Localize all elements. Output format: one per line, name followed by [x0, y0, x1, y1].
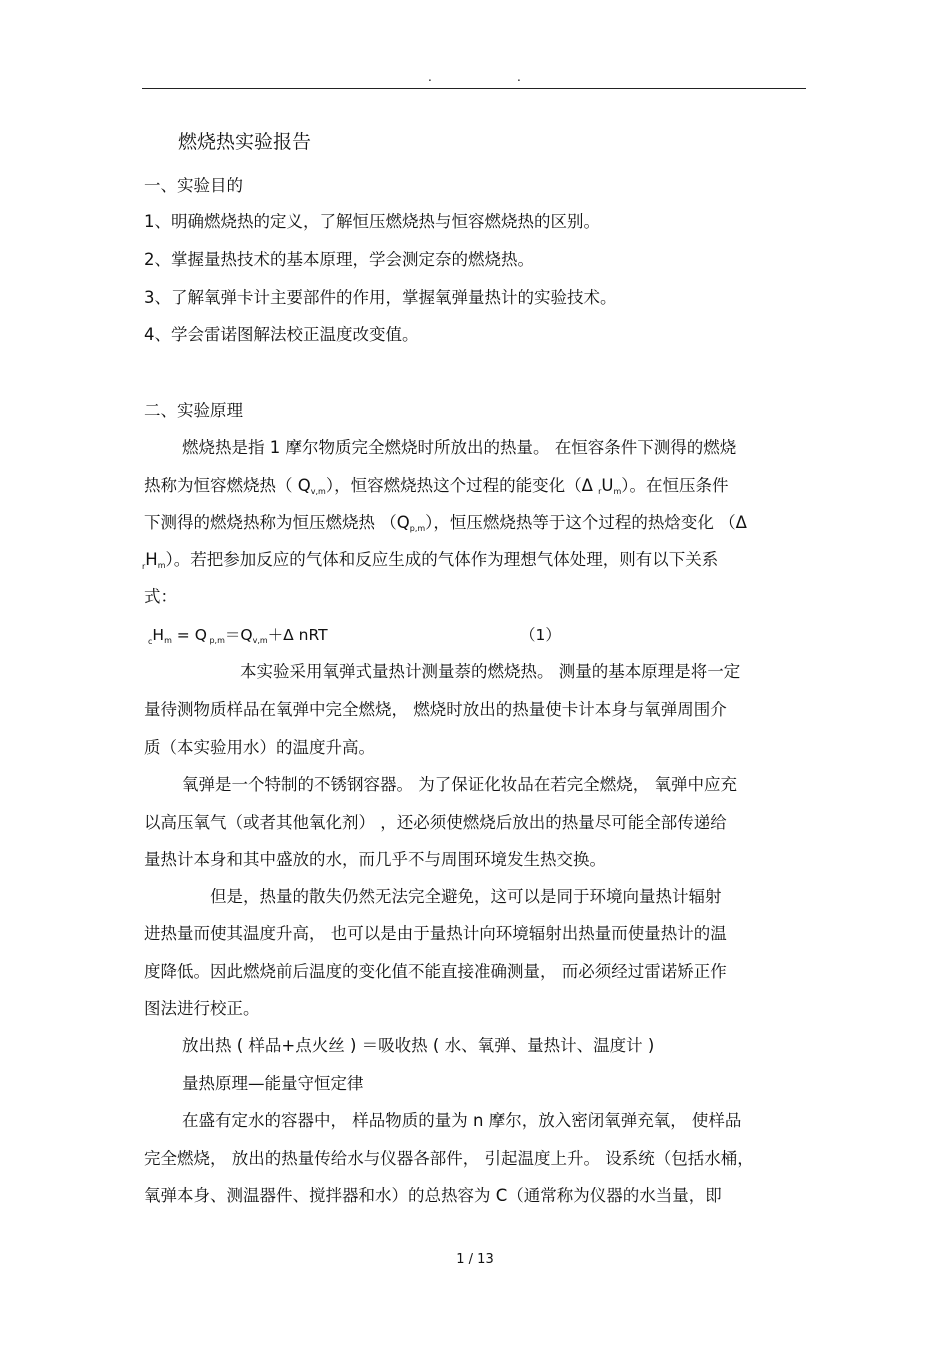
- section2-heading: 二、实验原理: [144, 401, 243, 420]
- section1-heading: 一、实验目的: [144, 176, 243, 195]
- paragraph-line: 质（本实验用水）的温度升高。: [144, 738, 375, 757]
- paragraph-line: 进热量而使其温度升高， 也可以是由于量热计向环境辐射出热量而使量热计的温: [144, 924, 727, 943]
- paragraph-line: 完全燃烧， 放出的热量传给水与仪器各部件， 引起温度上升。 设系统（包括水桶，: [144, 1149, 754, 1168]
- paragraph-line: 但是，热量的散失仍然无法完全避免，这可以是同于环境向量热计辐射: [210, 887, 722, 906]
- paragraph-line: 图法进行校正。: [144, 999, 260, 1018]
- paragraph-line: 燃烧热是指 1 摩尔物质完全燃烧时所放出的热量。 在恒容条件下测得的燃烧: [182, 438, 737, 457]
- equation-1: $_c$Hm = Q p,m＝Qv,m＋Δ nRT: [148, 626, 328, 646]
- paragraph-line: 量热计本身和其中盛放的水，而几乎不与周围环境发生热交换。: [144, 850, 606, 869]
- paragraph-line: $_r$Hm）。若把参加反应的气体和反应生成的气体作为理想气体处理，则有以下关系: [142, 550, 719, 571]
- paragraph-line: 本实验采用氧弹式量热计测量萘的燃烧热。 测量的基本原理是将一定: [240, 662, 741, 681]
- paragraph-line: 氧弹是一个特制的不锈钢容器。 为了保证化妆品在若完全燃烧， 氧弹中应充: [182, 775, 737, 794]
- paragraph-line: 下测得的燃烧热称为恒压燃烧热 （Qp,m），恒压燃烧热等于这个过程的热焓变化 （Δ: [144, 513, 747, 533]
- objective-item-1: 1、明确燃烧热的定义，了解恒压燃烧热与恒容燃烧热的区别。: [144, 212, 600, 231]
- heat-balance-line: 放出热 ( 样品+点火丝 ) ＝吸收热 ( 水、氧弹、量热计、温度计 ): [182, 1036, 655, 1055]
- header-dot-right: .: [517, 70, 521, 84]
- paragraph-line: 式：: [144, 587, 177, 606]
- paragraph-line: 在盛有定水的容器中， 样品物质的量为 n 摩尔，放入密闭氧弹充氧， 使样品: [182, 1111, 742, 1130]
- paragraph-line: 热称为恒容燃烧热（ Qv,m），恒容燃烧热这个过程的能变化（Δ rUm）。在恒压条件: [144, 476, 729, 496]
- objective-item-2: 2、掌握量热技术的基本原理，学会测定奈的燃烧热。: [144, 250, 534, 269]
- document-title: 燃烧热实验报告: [178, 131, 312, 153]
- paragraph-line: 氧弹本身、测温器件、搅拌器和水）的总热容为 C（通常称为仪器的水当量，即: [144, 1186, 722, 1205]
- objective-item-3: 3、了解氧弹卡计主要部件的作用，掌握氧弹量热计的实验技术。: [144, 288, 617, 307]
- page-number: 1 / 13: [456, 1252, 494, 1267]
- paragraph-line: 度降低。因此燃烧前后温度的变化值不能直接准确测量， 而必须经过雷诺矫正作: [144, 962, 727, 981]
- header-dot-left: .: [428, 70, 432, 84]
- paragraph-line: 量待测物质样品在氧弹中完全燃烧， 燃烧时放出的热量使卡计本身与氧弹周围介: [144, 700, 727, 719]
- header-rule: [142, 88, 806, 89]
- paragraph-line: 以高压氧气（或者其他氧化剂） ，还必须使燃烧后放出的热量尽可能全部传递给: [144, 813, 727, 832]
- calorimetry-principle-line: 量热原理—能量守恒定律: [182, 1074, 364, 1093]
- equation-number: （1）: [520, 626, 561, 644]
- objective-item-4: 4、学会雷诺图解法校正温度改变值。: [144, 325, 419, 344]
